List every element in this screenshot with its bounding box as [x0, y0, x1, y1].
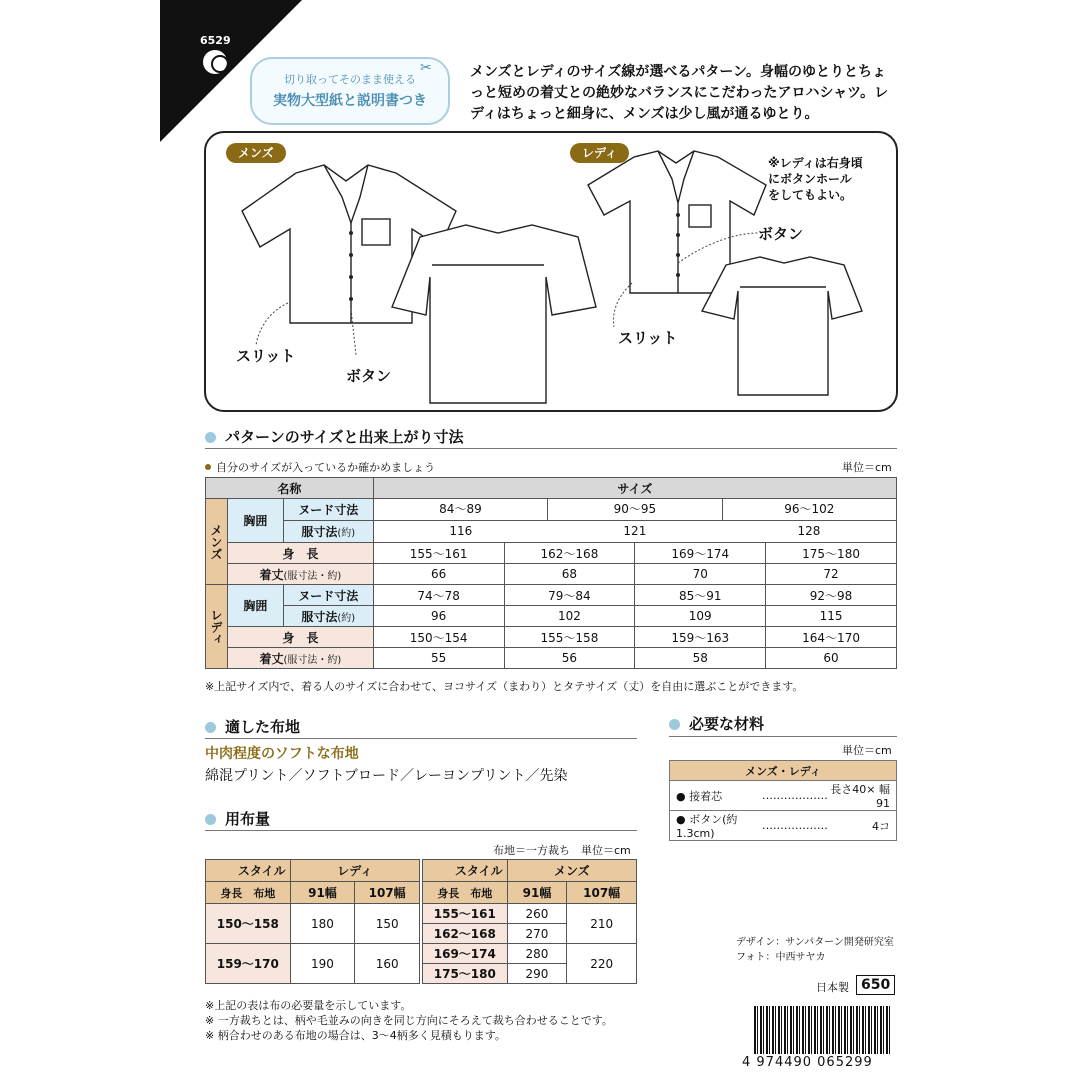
fabric-list: 綿混プリント／ソフトブロード／レーヨンプリント／先染	[205, 768, 568, 784]
ladies-garment-2: 109	[635, 606, 766, 627]
credit-photo: フォト：中西サヤカ	[736, 952, 826, 963]
ladies-yardage-fabric: 布地	[253, 886, 276, 900]
mens-length-1: 68	[504, 564, 635, 585]
yardage-note-1: ※ 一方裁ちとは、柄や毛並みの向きを同じ方向にそろえて裁ち合わせることです。	[205, 1014, 613, 1027]
badge-line2: 実物大型紙と説明書つき	[273, 93, 427, 109]
ladies-side-label: レディ	[206, 585, 228, 669]
ladies-height-label: 身 長	[227, 627, 373, 648]
mens-yard-w107-0: 210	[567, 904, 637, 944]
barcode-icon	[754, 1006, 890, 1054]
mens-style-label: スタイル	[423, 860, 508, 882]
mens-garment-1: 121	[623, 524, 647, 538]
ladies-note-line1: ※レディは右身頃	[768, 156, 863, 170]
mens-height-2: 169〜174	[635, 543, 766, 564]
ladies-length-3: 60	[766, 648, 897, 669]
ladies-length-label	[227, 648, 373, 669]
mens-nude-label: ヌード寸法	[283, 499, 373, 521]
ladies-yard-w91-1: 190	[290, 944, 355, 984]
header-name: 名称	[206, 478, 374, 499]
ladies-note-line3: をしてもよい。	[768, 188, 853, 202]
mens-height-3: 175〜180	[766, 543, 897, 564]
bullet-icon	[205, 464, 211, 470]
yardage-mens-table	[422, 859, 637, 984]
ladies-length-1: 56	[504, 648, 635, 669]
material-value-1: 4コ	[828, 811, 897, 841]
materials-unit: 単位＝cm	[842, 744, 892, 757]
mens-yardage-fabric: 布地	[470, 886, 493, 900]
mens-length-3: 72	[766, 564, 897, 585]
mens-w107-label: 107幅	[567, 882, 637, 904]
ladies-slit-label: スリット	[618, 329, 678, 347]
mens-yard-w91-0: 260	[507, 904, 567, 924]
ladies-height-1: 155〜158	[504, 627, 635, 648]
ladies-nude-1: 79〜84	[504, 585, 635, 606]
ladies-style-label: スタイル	[206, 860, 291, 882]
fabric-section-title	[205, 716, 300, 737]
scissors-icon: ✂	[420, 60, 432, 76]
mens-w91-label: 91幅	[507, 882, 567, 904]
mens-length-label	[227, 564, 373, 585]
mens-garment-2: 128	[797, 524, 821, 538]
ladies-garment-1: 102	[504, 606, 635, 627]
ladies-nude-0: 74〜78	[373, 585, 504, 606]
mens-nude-1: 90〜95	[548, 499, 722, 520]
mens-garment-values	[373, 521, 896, 543]
mens-length-label-text: 着丈	[259, 567, 284, 582]
mens-yard-w91-2: 280	[507, 944, 567, 964]
mens-side-label: メンズ	[206, 499, 228, 585]
material-name-0: ● 接着芯	[670, 781, 762, 811]
barcode-number: 4 974490 065299	[742, 1055, 873, 1070]
ladies-note-line2: にボタンホール	[768, 172, 852, 186]
fabric-title-text: 適した布地	[225, 718, 301, 736]
mens-style-value: メンズ	[507, 860, 636, 882]
size-footnote: ※上記サイズ内で、着る人のサイズに合わせて、ヨコサイズ（まわり）とタテサイズ（丈）を自由に選ぶことができます。	[205, 680, 804, 693]
mens-garment-suffix: (約)	[337, 528, 356, 539]
section-dot-icon	[205, 432, 216, 443]
yardage-divider	[205, 830, 637, 831]
mens-yard-height-0: 155〜161	[423, 904, 508, 924]
ladies-yard-w107-0: 150	[355, 904, 420, 944]
ladies-yard-w107-1: 160	[355, 944, 420, 984]
credit-design: デザイン：サンパターン開発研究室	[736, 937, 894, 948]
yardage-note: 布地＝一方裁ち 単位＝cm	[493, 844, 631, 857]
mens-yard-height-2: 169〜174	[423, 944, 508, 964]
ladies-nude-3: 92〜98	[766, 585, 897, 606]
ladies-tag: レディ	[570, 143, 629, 163]
ladies-length-suffix: (服寸法・約)	[283, 654, 342, 666]
yardage-note-0: ※上記の表は布の必要量を示しています。	[205, 999, 412, 1012]
check-note	[205, 459, 435, 475]
shirt-illustration	[204, 131, 898, 412]
mens-length-2: 70	[635, 564, 766, 585]
ladies-garment-3: 115	[766, 606, 897, 627]
fabric-divider	[205, 738, 637, 739]
materials-header: メンズ・レディ	[670, 761, 897, 781]
section-dot-icon	[669, 719, 680, 730]
mens-yard-height-1: 162〜168	[423, 924, 508, 944]
ladies-length-label-text: 着丈	[259, 651, 284, 666]
made-in-label: 日本製	[816, 981, 849, 994]
yardage-note-2: ※ 柄合わせのある布地の場合は、3〜4柄多く見積もります。	[205, 1029, 506, 1042]
mens-nude-0: 84〜89	[374, 499, 548, 520]
fabric-headline: 中肉程度のソフトな布地	[205, 746, 359, 762]
size-unit: 単位＝cm	[842, 461, 892, 474]
section-dot-icon	[205, 722, 216, 733]
mens-slit-label: スリット	[236, 347, 296, 365]
mens-height-1: 162〜168	[504, 543, 635, 564]
pattern-number: 6529	[200, 34, 231, 47]
mens-length-0: 66	[373, 564, 504, 585]
mens-height-label: 身 長	[227, 543, 373, 564]
ladies-garment-suffix: (約)	[337, 612, 356, 624]
ladies-nude-label: ヌード寸法	[283, 585, 373, 606]
yardage-section-title	[205, 808, 270, 829]
ladies-height-3: 164〜170	[766, 627, 897, 648]
ladies-button-label: ボタン	[758, 225, 804, 243]
ladies-yard-height-1: 159〜170	[206, 944, 291, 984]
yardage-ladies-table	[205, 859, 420, 984]
ladies-yardage-height: 身長	[220, 886, 243, 900]
mens-yard-height-3: 175〜180	[423, 964, 508, 984]
mens-height-fabric-label	[423, 882, 508, 904]
brand-logo-icon	[203, 50, 227, 74]
ladies-nude-2: 85〜91	[635, 585, 766, 606]
mens-garment-label	[283, 521, 373, 543]
ladies-length-0: 55	[373, 648, 504, 669]
mens-garment-0: 116	[449, 524, 473, 538]
material-dots-0: ………………	[762, 781, 828, 811]
size-section-title	[205, 426, 464, 447]
ladies-w91-label: 91幅	[290, 882, 355, 904]
check-note-text: 自分のサイズが入っているか確かめましょう	[216, 461, 436, 474]
materials-table	[669, 760, 897, 841]
ladies-yard-height-0: 150〜158	[206, 904, 291, 944]
mens-yard-w91-3: 290	[507, 964, 567, 984]
mens-yardage-height: 身長	[437, 886, 460, 900]
mens-button-label: ボタン	[346, 367, 392, 385]
ladies-garment-label-text: 服寸法	[301, 609, 338, 624]
mens-height-0: 155〜161	[373, 543, 504, 564]
ladies-garment-label	[283, 606, 373, 627]
badge-line1: 切り取ってそのまま使える	[284, 73, 416, 86]
material-dots-1: ………………	[762, 811, 828, 841]
size-divider	[205, 448, 897, 449]
materials-divider	[669, 736, 897, 737]
mens-nude-2: 96〜102	[784, 502, 835, 516]
mens-nude-values	[373, 499, 896, 521]
price-box: 650	[856, 975, 895, 995]
ladies-yard-w91-0: 180	[290, 904, 355, 944]
size-table	[205, 477, 897, 669]
mens-length-suffix: (服寸法・約)	[283, 570, 342, 582]
material-value-0: 長さ40× 幅91	[828, 781, 897, 811]
ladies-height-fabric-label	[206, 882, 291, 904]
mens-yard-w91-1: 270	[507, 924, 567, 944]
mens-yard-w107-1: 220	[567, 944, 637, 984]
mens-garment-label-text: 服寸法	[301, 525, 338, 539]
ladies-height-0: 150〜154	[373, 627, 504, 648]
ladies-length-2: 58	[635, 648, 766, 669]
header-size: サイズ	[373, 478, 896, 499]
ladies-height-2: 159〜163	[635, 627, 766, 648]
ladies-garment-0: 96	[373, 606, 504, 627]
materials-title-text: 必要な材料	[689, 715, 765, 733]
ladies-style-value: レディ	[290, 860, 419, 882]
intro-text: メンズとレディのサイズ線が選べるパターン。身幅のゆとりとちょっと短めの着丈との絶妙なバランスにこだわったアロハシャツ。レディはちょっと細身に、メンズは少し風が通るゆとり。	[470, 64, 889, 122]
section-dot-icon	[205, 814, 216, 825]
mens-chest-label: 胸囲	[227, 499, 283, 543]
materials-section-title	[669, 713, 764, 734]
ladies-w107-label: 107幅	[355, 882, 420, 904]
yardage-title-text: 用布量	[225, 810, 271, 828]
mens-tag: メンズ	[226, 143, 286, 163]
ladies-note	[768, 155, 863, 203]
material-name-1: ● ボタン(約1.3cm)	[670, 811, 762, 841]
size-section-title-text: パターンのサイズと出来上がり寸法	[225, 428, 464, 446]
ladies-chest-label: 胸囲	[227, 585, 283, 627]
